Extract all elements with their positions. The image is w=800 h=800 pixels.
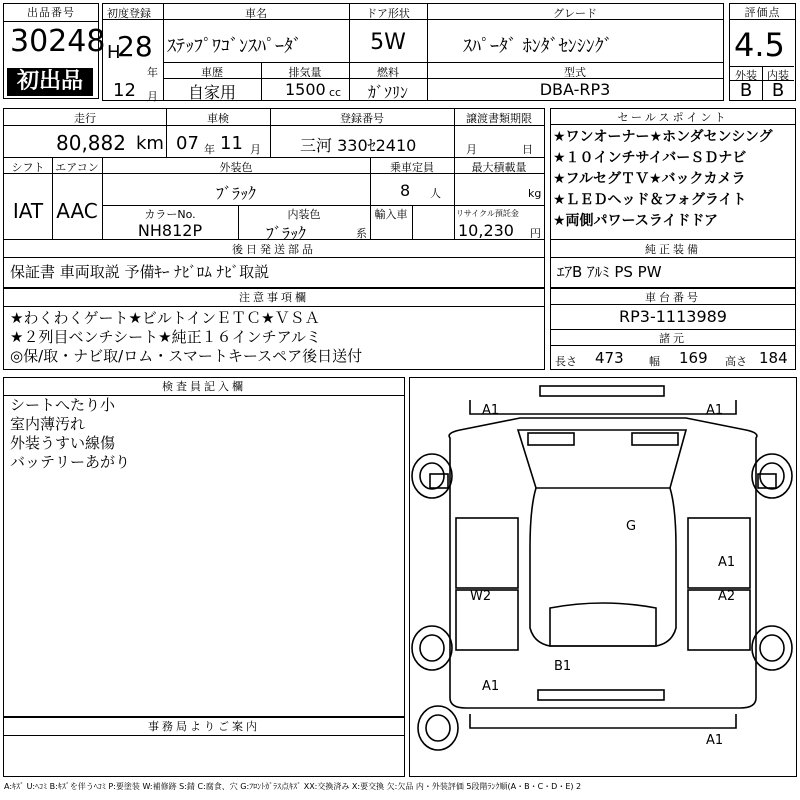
first-reg-label: 初度登録 [107,7,151,20]
car-name-label: 車名 [245,7,267,20]
transfer-day: 日 [522,143,533,156]
first-reg-year: 28 [117,30,153,63]
fuel: ｶﾞｿﾘﾝ [367,83,408,102]
office-box [3,717,405,777]
lot-number-box [3,3,106,99]
note-line: ★２列目ベンチシート★純正１６インチアルミ [10,328,321,346]
transfer-label: 譲渡書類期限 [466,112,532,125]
score-label: 評価点 [730,4,795,20]
lot-number-label: 出品番号 [4,4,98,22]
sales-points-box [550,108,796,288]
note-line: ★わくわくゲート★ビルトインＥＴＣ★ＶＳＡ [10,309,320,327]
door-label: ドア形状 [366,7,410,20]
max-load-unit: kg [528,187,542,200]
chassis-box [550,288,796,370]
sales-points-label: セールスポイント [551,109,795,125]
width: 169 [679,349,708,367]
lot-number: 30248 [10,24,106,59]
equipment: ｴｱB ｱﾙﾐ PS PW [557,263,662,281]
model-code: DBA-RP3 [539,80,611,99]
exterior-color-label: 外装色 [219,161,253,174]
chassis-label: 車台番号 [551,289,795,305]
damage-diagram [409,377,797,777]
mileage: 80,882 [56,131,126,155]
inspection-year-unit: 年 [204,143,215,156]
height-label: 高さ [725,355,747,368]
history-label: 車歴 [201,66,223,79]
dims-label: 諸元 [659,332,687,345]
interior-color-suffix: 系 [356,227,367,240]
displacement: 1500 [285,80,326,99]
sales-point: ★両側パワースライドドア [553,213,719,229]
recycle-fee: 10,230 [458,221,514,240]
vehicle-header-box [102,3,724,101]
month-unit: 月 [147,90,158,103]
inspection-month-unit: 月 [250,143,261,156]
length: 473 [595,349,624,367]
mileage-unit: km [136,133,164,154]
notes-label: 注意事項欄 [4,289,544,307]
plate-label: 登録番号 [340,112,384,125]
inspection-month: 11 [220,133,243,154]
car-outline-diagram [410,378,795,775]
damage-mark: A1 [718,555,736,570]
car-name: ｽﾃｯﾌﾟﾜｺﾞﾝｽﾊﾟｰﾀﾞ [167,36,302,57]
exterior-color: ﾌﾞﾗｯｸ [215,184,256,203]
capacity: 8 [400,181,411,200]
damage-mark: W2 [470,589,492,604]
capacity-label: 乗車定員 [390,161,434,174]
length-label: 長さ [555,355,577,368]
year-unit: 年 [147,66,158,79]
inspector-line: バッテリーあがり [10,453,131,471]
mileage-box [3,108,545,288]
color-no: NH812P [137,221,203,240]
width-label: 幅 [649,355,660,368]
damage-mark: A1 [482,403,500,418]
height: 184 [759,349,788,367]
damage-mark: A1 [706,733,724,748]
notes-box [3,288,545,370]
rating-box [729,3,796,101]
damage-mark: B1 [554,659,572,674]
later-parts: 保証書 車両取説 予備ｷｰ ﾅﾋﾞﾛﾑ ﾅﾋﾞ取説 [10,263,270,281]
recycle-label: リサイクル預託金 [456,209,519,218]
damage-mark: A2 [718,589,736,604]
score: 4.5 [734,26,785,64]
sales-point: ★１０インチサイバーＳＤナビ [553,150,747,166]
office-label: 事務局よりご案内 [4,718,404,736]
damage-mark: G [626,519,637,534]
door-type: 5W [370,30,406,55]
interior-label: 内装 [767,69,789,82]
damage-mark: A1 [482,679,500,694]
shift: IAT [12,199,44,223]
equipment-label: 純正装備 [645,243,701,256]
later-parts-label: 後日発送部品 [232,243,316,256]
fuel-label: 燃料 [377,66,399,79]
inspector-line: 室内薄汚れ [10,415,86,433]
shift-label: シフト [11,161,45,174]
ac-label: エアコン [55,161,99,174]
max-load-label: 最大積載量 [471,161,527,174]
inspector-line: 外装うすい線傷 [10,434,116,452]
era: H [107,42,121,63]
plate: 三河 330ｾ2410 [300,136,417,155]
ac: AAC [56,199,98,223]
grade: ｽﾊﾟｰﾀﾞ ﾎﾝﾀﾞｾﾝｼﾝｸﾞ [463,36,613,57]
inspection-label: 車検 [207,112,229,125]
interior-color: ﾌﾞﾗｯｸ [266,224,307,243]
displacement-label: 排気量 [288,66,322,79]
chassis-number: RP3-1113989 [619,307,727,326]
exterior-grade: B [739,80,753,101]
grade-label: グレード [553,7,597,20]
note-line: ◎保/取・ナビ取/ロム・スマートキースペア後日送付 [10,347,363,365]
inspection-year: 07 [176,133,199,154]
history: 自家用 [187,83,236,102]
recycle-unit: 円 [530,227,541,240]
damage-legend: A:ｷｽﾞ U:ﾍｺﾐ B:ｷｽﾞを伴うﾍｺﾐ P:要塗装 W:補修跡 S:錆 C:腐食、穴 G:ﾌﾛﾝﾄｶﾞﾗｽ点ｷｽﾞ XX:交換済み X:要交換 欠:欠品 内・外装評価 5段階ﾗﾝｸ順(A・B・C・D・E) 2 [4,782,582,791]
color-no-label: カラーNo. [144,208,196,221]
interior-grade: B [771,80,785,101]
sales-point: ★ワンオーナー★ホンダセンシング [553,129,773,145]
inspector-label: 検査員記入欄 [4,378,404,396]
first-listing-badge: 初出品 [7,68,93,96]
mileage-label: 走行 [74,112,96,125]
inspector-line: シートへたり小 [10,396,116,414]
capacity-unit: 人 [430,187,441,200]
inspector-box [3,377,405,717]
damage-mark: A1 [706,403,724,418]
exterior-label: 外装 [735,69,757,82]
interior-color-label: 内装色 [287,208,321,221]
displacement-unit: cc [329,86,342,99]
transfer-month: 月 [466,143,477,156]
sales-point: ★フルセグＴＶ★バックカメラ [553,171,746,187]
first-reg-month: 12 [113,80,136,101]
import-label: 輸入車 [374,208,408,221]
sales-point: ★ＬＥＤヘッド＆フォグライト [553,192,747,208]
model-label: 型式 [564,66,586,79]
